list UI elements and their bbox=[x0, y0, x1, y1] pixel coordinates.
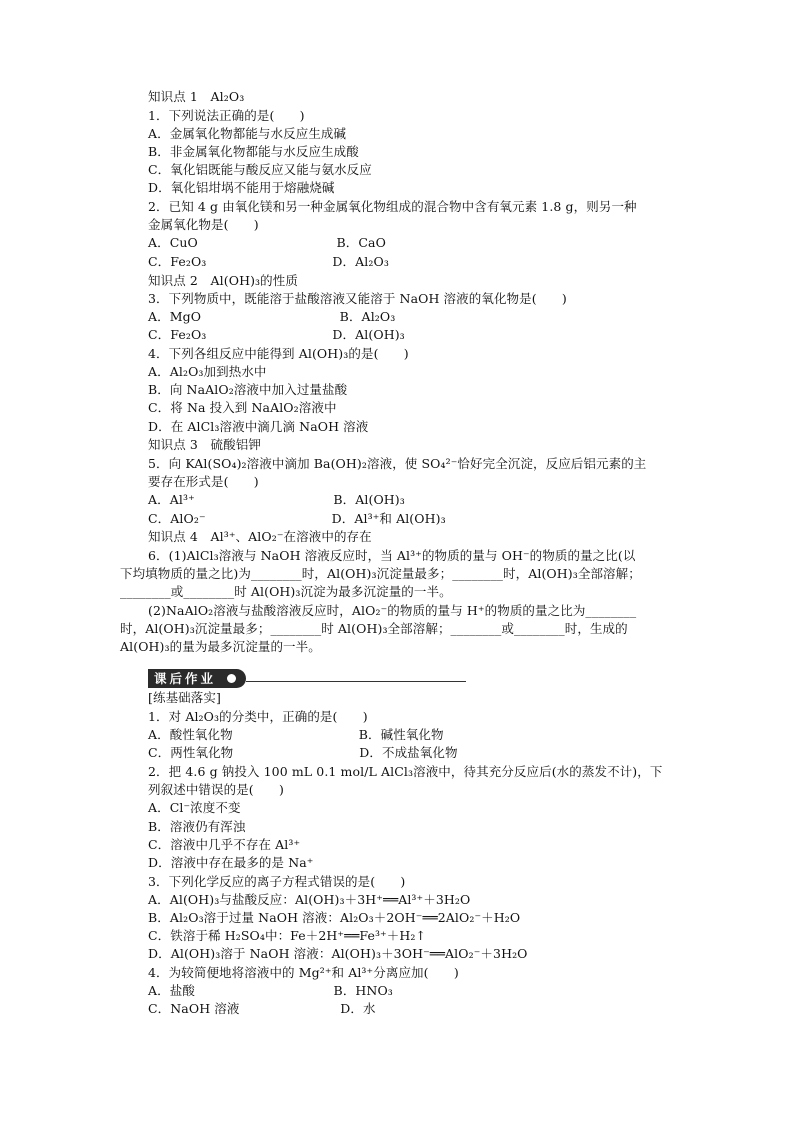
text-line: A．MgO B．Al₂O₃ bbox=[148, 309, 396, 324]
text-line: A．CuO B．CaO bbox=[148, 235, 386, 250]
text-line: 要存在形式是( ) bbox=[148, 474, 259, 489]
text-line: D．溶液中存在最多的是 Na⁺ bbox=[148, 855, 314, 870]
bullet-icon bbox=[227, 674, 236, 683]
text-line: A．Al³⁺ B．Al(OH)₃ bbox=[148, 492, 405, 507]
text-line: A．Al(OH)₃与盐酸反应：Al(OH)₃＋3H⁺══Al³⁺＋3H₂O bbox=[148, 892, 471, 907]
text-line: C．氧化铝既能与酸反应又能与氨水反应 bbox=[148, 162, 372, 177]
text-line: C．将 Na 投入到 NaAlO₂溶液中 bbox=[148, 400, 337, 415]
text-line: D．在 AlCl₃溶液中滴几滴 NaOH 溶液 bbox=[148, 419, 369, 434]
text-line: 列叙述中错误的是( ) bbox=[148, 782, 284, 797]
text-line: 知识点 2 Al(OH)₃的性质 bbox=[148, 273, 298, 288]
text-line: 金属氧化物是( ) bbox=[148, 217, 259, 232]
text-line: 2．把 4.6 g 钠投入 100 mL 0.1 mol/L AlCl₃溶液中，待其充分反应后(水的蒸发不计)，下 bbox=[148, 764, 663, 779]
text-line: 2．已知 4 g 由氧化镁和另一种金属氧化物组成的混合物中含有氧元素 1.8 g，则另一种 bbox=[148, 199, 637, 214]
text-line: 知识点 4 Al³⁺、AlO₂⁻在溶液中的存在 bbox=[148, 529, 372, 544]
text-line: 3．下列化学反应的离子方程式错误的是( ) bbox=[148, 874, 406, 889]
text-line: 1．对 Al₂O₃的分类中，正确的是( ) bbox=[148, 709, 368, 724]
text-line: A．Al₂O₃加到热水中 bbox=[148, 364, 267, 379]
text-line: 下均填物质的量之比)为________时，Al(OH)₃沉淀量最多；________时，Al(OH)₃全部溶解； bbox=[120, 566, 641, 581]
text-line: ________或________时 Al(OH)₃沉淀为最多沉淀量的一半。 bbox=[120, 584, 452, 599]
text-line: 5．向 KAl(SO₄)₂溶液中滴加 Ba(OH)₂溶液，使 SO₄²⁻恰好完全沉淀，反应后铝元素的主 bbox=[148, 456, 647, 471]
text-line: A．金属氧化物都能与水反应生成碱 bbox=[148, 126, 347, 141]
text-line: A．Cl⁻浓度不变 bbox=[148, 800, 241, 815]
text-line: 6．(1)AlCl₃溶液与 NaOH 溶液反应时，当 Al³⁺的物质的量与 OH⁻的物质的量之比(以 bbox=[148, 548, 636, 563]
text-line: C．铁溶于稀 H₂SO₄中：Fe＋2H⁺══Fe³⁺＋H₂↑ bbox=[148, 928, 427, 943]
text-line: 1．下列说法正确的是( ) bbox=[148, 108, 305, 123]
text-line: B．Al₂O₃溶于过量 NaOH 溶液：Al₂O₃＋2OH⁻══2AlO₂⁻＋H₂O bbox=[148, 910, 521, 925]
text-line: Al(OH)₃的量为最多沉淀量的一半。 bbox=[120, 639, 321, 654]
banner-rule bbox=[246, 681, 466, 682]
text-line: D．Al(OH)₃溶于 NaOH 溶液：Al(OH)₃＋3OH⁻══AlO₂⁻＋3H₂O bbox=[148, 946, 528, 961]
text-line: C．溶液中几乎不存在 Al³⁺ bbox=[148, 837, 301, 852]
text-line: 时，Al(OH)₃沉淀量最多；________时 Al(OH)₃全部溶解；________或________时，生成的 bbox=[120, 621, 628, 636]
text-line: C．AlO₂⁻ D．Al³⁺和 Al(OH)₃ bbox=[148, 511, 446, 526]
text-line: D．氧化铝坩埚不能用于熔融烧碱 bbox=[148, 180, 335, 195]
text-line: A．盐酸 B．HNO₃ bbox=[148, 983, 393, 998]
text-line: A．酸性氧化物 B．碱性氧化物 bbox=[148, 727, 444, 742]
text-line: 4．下列各组反应中能得到 Al(OH)₃的是( ) bbox=[148, 346, 409, 361]
text-line: C．两性氧化物 D．不成盐氧化物 bbox=[148, 745, 458, 760]
text-line: [练基础落实] bbox=[148, 690, 221, 705]
text-line: 知识点 3 硫酸铝钾 bbox=[148, 437, 261, 452]
text-line: B．溶液仍有浑浊 bbox=[148, 819, 246, 834]
homework-banner bbox=[148, 669, 466, 689]
text-line: (2)NaAlO₂溶液与盐酸溶液反应时，AlO₂⁻的物质的量与 H⁺的物质的量之比为________ bbox=[148, 603, 637, 618]
text-line: 3．下列物质中，既能溶于盐酸溶液又能溶于 NaOH 溶液的氧化物是( ) bbox=[148, 291, 567, 306]
text-line: B．非金属氧化物都能与水反应生成酸 bbox=[148, 144, 359, 159]
text-line: B．向 NaAlO₂溶液中加入过量盐酸 bbox=[148, 382, 348, 397]
text-line: 4．为较简便地将溶液中的 Mg²⁺和 Al³⁺分离应加( ) bbox=[148, 965, 459, 980]
text-line: C．Fe₂O₃ D．Al(OH)₃ bbox=[148, 327, 405, 342]
banner-label: 课后作业 bbox=[148, 669, 246, 688]
text-line: C．Fe₂O₃ D．Al₂O₃ bbox=[148, 254, 389, 269]
text-line: C．NaOH 溶液 D．水 bbox=[148, 1001, 376, 1016]
text-line: 知识点 1 Al₂O₃ bbox=[148, 89, 245, 104]
